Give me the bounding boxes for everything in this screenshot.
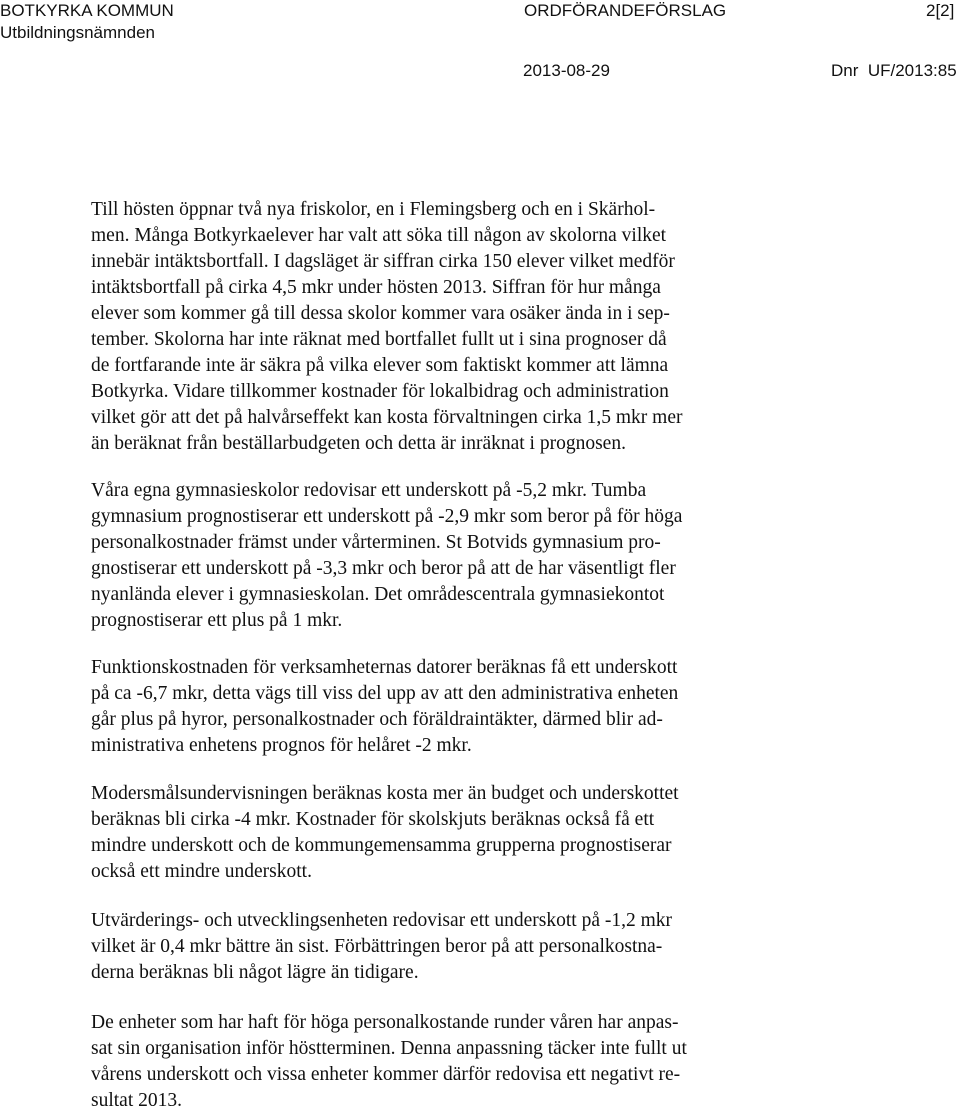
paragraph-mother-tongue-teaching — [91, 781, 811, 885]
org-name: BOTKYRKA KOMMUN — [0, 1, 174, 20]
paragraph-line: sat sin organisation inför höstterminen. Denna anpassning täcker inte fullt ut — [91, 1038, 687, 1059]
paragraph-line: men. Många Botkyrkaelever har valt att söka till någon av skolorna vilket — [91, 225, 667, 246]
paragraph-line: prognostiserar ett plus på 1 mkr. — [91, 610, 343, 631]
paragraph-line: går plus på hyror, personalkostnader och föräldraintäkter, därmed blir ad- — [91, 709, 663, 730]
paragraph-line: vilket gör att det på halvårseffekt kan kosta förvaltningen cirka 1,5 mkr mer — [91, 407, 683, 428]
document-type: ORDFÖRANDEFÖRSLAG — [524, 1, 727, 20]
paragraph-line: mindre underskott och de kommungemensamma grupperna prognostiserar — [91, 835, 672, 856]
paragraph-line: elever som kommer gå till dessa skolor kommer vara osäker ända in i sep- — [91, 303, 670, 324]
paragraph-line: vårens underskott och vissa enheter kommer därför redovisa ett negativt re- — [91, 1064, 681, 1085]
paragraph-line: gnostiserar ett underskott på -3,3 mkr och beror på att de har väsentligt fler — [91, 558, 676, 579]
paragraph-line: De enheter som har haft för höga personalkostande runder våren har anpas- — [91, 1012, 679, 1033]
paragraph-line: på ca -6,7 mkr, detta vägs till viss del upp av att den administrativa enheten — [91, 683, 679, 704]
paragraph-line: nyanlända elever i gymnasieskolan. Det områdescentrala gymnasiekontot — [91, 584, 665, 605]
paragraph-computer-costs — [91, 655, 811, 759]
paragraph-line: tember. Skolorna har inte räknat med bortfallet fullt ut i sina prognoser då — [91, 329, 667, 350]
document-date: 2013-08-29 — [523, 61, 610, 80]
paragraph-staff-costs — [91, 1010, 811, 1114]
page-number: 2[2] — [926, 1, 955, 20]
paragraph-line: beräknas bli cirka -4 mkr. Kostnader för skolskjuts beräknas också få ett — [91, 809, 655, 830]
paragraph-line: också ett mindre underskott. — [91, 861, 312, 882]
paragraph-line: Funktionskostnaden för verksamheternas datorer beräknas få ett underskott — [91, 657, 678, 678]
paragraph-line: ministrativa enhetens prognos för helåret -2 mkr. — [91, 735, 472, 756]
committee-name: Utbildningsnämnden — [0, 23, 155, 42]
paragraph-line: vilket är 0,4 mkr bättre än sist. Förbättringen beror på att personalkostna- — [91, 936, 663, 957]
paragraph-line: personalkostnader främst under vårterminen. St Botvids gymnasium pro- — [91, 532, 661, 553]
paragraph-line: innebär intäktsbortfall. I dagsläget är siffran cirka 150 elever vilket medför — [91, 251, 675, 272]
paragraph-line: intäktsbortfall på cirka 4,5 mkr under hösten 2013. Siffran för hur många — [91, 277, 661, 298]
paragraph-line: Till hösten öppnar två nya friskolor, en i Flemingsberg och en i Skärhol- — [91, 199, 656, 220]
paragraph-line: gymnasium prognostiserar ett underskott på -2,9 mkr som beror på för höga — [91, 506, 683, 527]
paragraph-new-private-schools — [91, 197, 811, 457]
paragraph-line: de fortfarande inte är säkra på vilka elever som faktiskt kommer att lämna — [91, 355, 669, 376]
paragraph-line: Modersmålsundervisningen beräknas kosta mer än budget och underskottet — [91, 783, 679, 804]
paragraph-evaluation-unit — [91, 908, 811, 986]
paragraph-line: Utvärderings- och utvecklingsenheten redovisar ett underskott på -1,2 mkr — [91, 910, 673, 931]
paragraph-line: Botkyrka. Vidare tillkommer kostnader för lokalbidrag och administration — [91, 381, 669, 402]
paragraph-line: derna beräknas bli något lägre än tidigare. — [91, 962, 419, 983]
paragraph-line: än beräknat från beställarbudgeten och detta är inräknat i prognosen. — [91, 433, 626, 454]
document-reference: Dnr UF/2013:85 — [831, 61, 957, 80]
paragraph-line: sultat 2013. — [91, 1090, 182, 1111]
paragraph-line: Våra egna gymnasieskolor redovisar ett underskott på -5,2 mkr. Tumba — [91, 480, 647, 501]
paragraph-upper-secondary-schools — [91, 478, 811, 634]
